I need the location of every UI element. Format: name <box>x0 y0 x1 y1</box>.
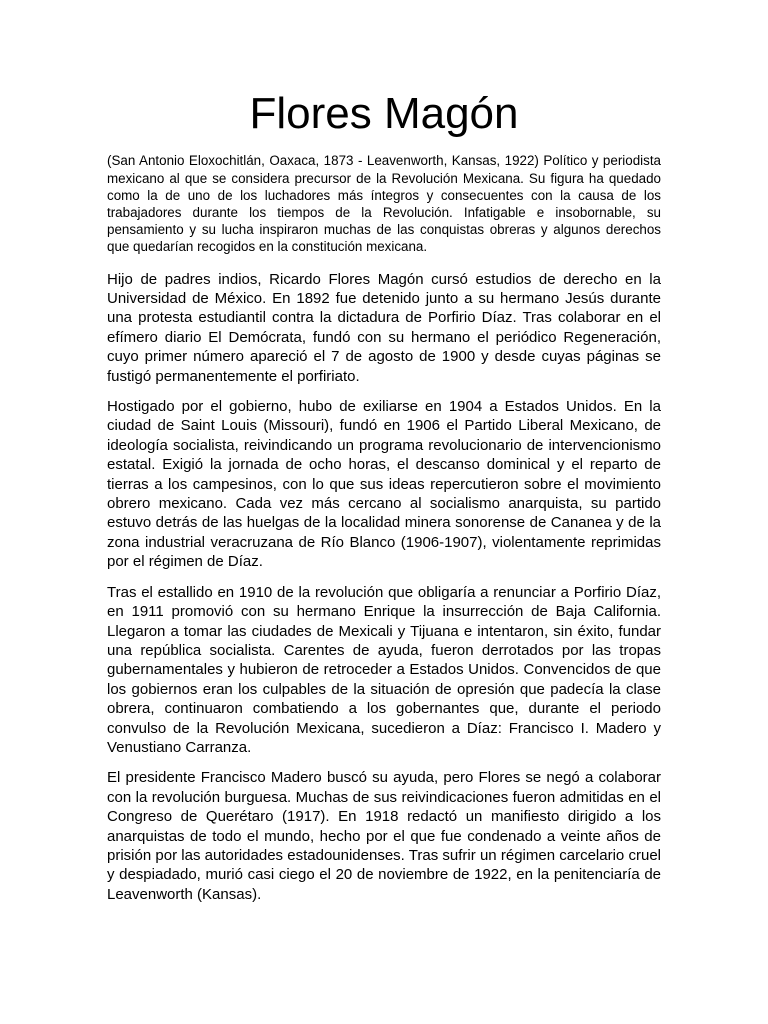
paragraph-1: Hijo de padres indios, Ricardo Flores Magón cursó estudios de derecho en la Universidad de México. En 1892 fue detenido junto a su hermano Jesús durante una protesta estudiantil contra la dictadura de Porfirio Díaz. Tras colaborar en el efímero diario El Demócrata, fundó con su hermano el periódico Regeneración, cuyo primer número apareció el 7 de agosto de 1900 y desde cuyas páginas se fustigó permanentemente el porfiriato. <box>107 270 661 385</box>
paragraph-2: Hostigado por el gobierno, hubo de exiliarse en 1904 a Estados Unidos. En la ciudad de Saint Louis (Missouri), fundó en 1906 el Partido Liberal Mexicano, de ideología socialista, reivindicando un programa revolucionario de intervencionismo estatal. Exigió la jornada de ocho horas, el descanso dominical y el reparto de tierras a los campesinos, con lo que sus ideas repercutieron sobre el movimiento obrero mexicano. Cada vez más cercano al socialismo anarquista, su partido estuvo detrás de las huelgas de la localidad minera sonorense de Cananea y de la zona industrial veracruzana de Río Blanco (1906-1907), violentamente reprimidas por el régimen de Díaz. <box>107 398 661 571</box>
document-title: Flores Magón <box>249 89 519 138</box>
paragraph-4: El presidente Francisco Madero buscó su ayuda, pero Flores se negó a colaborar con la revolución burguesa. Muchas de sus reivindicaciones fueron admitidas en el Congreso de Querétaro (1917). En 1918 redactó un manifiesto dirigido a los anarquistas de todo el mundo, hecho por el que fue condenado a veinte años de prisión por las autoridades estadounidenses. Tras sufrir un régimen carcelario cruel y despiadado, murió casi ciego el 20 de noviembre de 1922, en la penitenciaría de Leavenworth (Kansas). <box>107 769 661 903</box>
document-page <box>107 90 661 915</box>
paragraph-3: Tras el estallido en 1910 de la revolución que obligaría a renunciar a Porfirio Díaz, en 1911 promovió con su hermano Enrique la insurrección de Baja California. Llegaron a tomar las ciudades de Mexicali y Tijuana e intentaron, sin éxito, fundar una república socialista. Carentes de ayuda, fueron derrotados por las tropas gubernamentales y hubieron de retroceder a Estados Unidos. Convencidos de que los gobiernos eran los culpables de la situación de opresión que padecía la clase obrera, continuaron combatiendo a los gobernantes que, durante el periodo convulso de la Revolución Mexicana, sucedieron a Díaz: Francisco I. Madero y Venustiano Carranza. <box>107 583 661 756</box>
intro-paragraph: (San Antonio Eloxochitlán, Oaxaca, 1873 - Leavenworth, Kansas, 1922) Político y periodista mexicano al que se considera precursor de la Revolución Mexicana. Su figura ha quedado como la de uno de los luchadores más íntegros y consecuentes con la causa de los trabajadores durante los tiempos de la Revolución. Infatigable e insobornable, su pensamiento y su lucha inspiraron muchas de las conquistas obreras y algunos derechos que quedarían recogidos en la constitución mexicana. <box>107 153 661 255</box>
